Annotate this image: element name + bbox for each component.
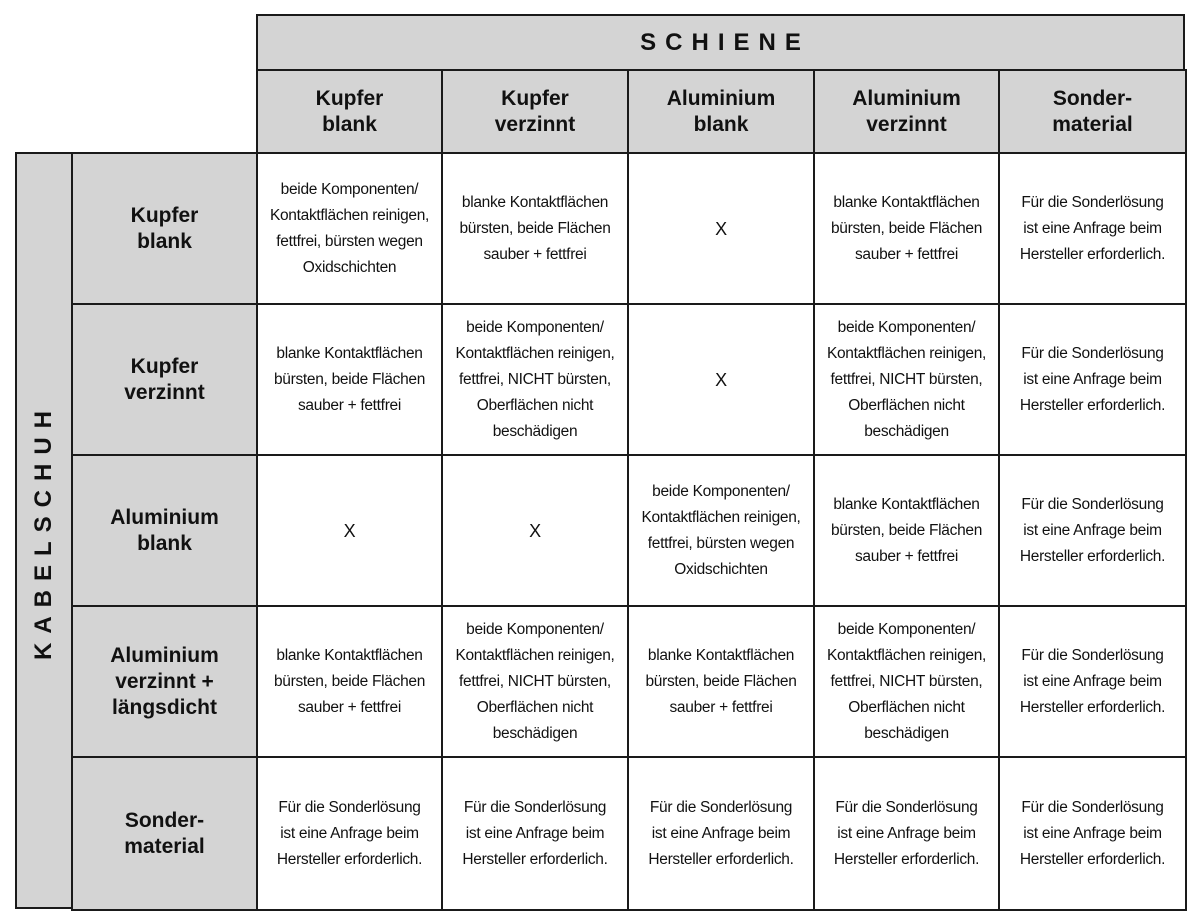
table-cell [627,756,815,911]
column-header-line: blank [322,112,377,136]
table-cell [627,454,815,607]
cell-text: Für die Sonderlösung ist eine Anfrage beim Hersteller erforderlich. [833,798,980,868]
row-header [71,152,258,305]
kabelschuh-header [15,152,73,909]
row-header-line: Aluminium [110,505,219,529]
table-cell [256,756,443,911]
column-header [998,69,1187,154]
column-header-line: Sonder- [1052,86,1133,110]
column-header-line: Kupfer [315,86,384,110]
column-header-line: verzinnt [866,112,947,136]
row-header [71,303,258,456]
table-cell [813,152,1000,305]
row-header-line: längsdicht [111,695,217,719]
cell-text: blanke Kontaktflächen bürsten, beide Flächen sauber + fettfrei [830,495,983,565]
row-header [71,605,258,758]
cell-text: blanke Kontaktflächen bürsten, beide Flächen sauber + fettfrei [273,646,426,716]
table-cell [998,454,1187,607]
row-header-line: verzinnt + [115,669,214,693]
table-cell [813,303,1000,456]
table-cell [813,756,1000,911]
row-header-line: Aluminium [110,643,219,667]
cell-text: blanke Kontaktflächen bürsten, beide Flächen sauber + fettfrei [830,193,983,263]
cell-text: X [715,369,727,390]
column-header-line: material [1052,112,1133,136]
table-cell [813,605,1000,758]
table-cell [256,303,443,456]
cell-text: beide Komponenten/ Kontaktflächen reinigen, fettfrei, bürsten wegen Oxidschichten [269,180,430,276]
cell-text: Für die Sonderlösung ist eine Anfrage beim Hersteller erforderlich. [648,798,794,868]
row-header [71,454,258,607]
cell-text: Für die Sonderlösung ist eine Anfrage beim Hersteller erforderlich. [462,798,608,868]
column-header [256,69,443,154]
table-cell [441,605,629,758]
incompatible-cell [256,454,443,607]
cell-text: X [343,520,356,541]
cell-text: beide Komponenten/ Kontaktflächen reinigen, fettfrei, NICHT bürsten, Oberflächen nicht beschädigen [455,318,615,440]
cell-text: beide Komponenten/ Kontaktflächen reinigen, fettfrei, NICHT bürsten, Oberflächen nicht beschädigen [826,318,987,440]
cell-text: beide Komponenten/ Kontaktflächen reinigen, fettfrei, NICHT bürsten, Oberflächen nicht beschädigen [455,620,615,742]
cell-text: Für die Sonderlösung ist eine Anfrage beim Hersteller erforderlich. [1019,798,1166,868]
schiene-label: SCHIENE [640,28,810,56]
row-header-line: material [124,834,205,858]
table-cell [441,756,629,911]
row-header-line: Kupfer [130,203,199,227]
cell-text: beide Komponenten/ Kontaktflächen reinigen, fettfrei, bürsten wegen Oxidschichten [641,482,801,578]
cell-text: Für die Sonderlösung ist eine Anfrage beim Hersteller erforderlich. [1019,646,1166,716]
cell-text: X [529,520,541,541]
incompatible-cell [627,303,815,456]
schiene-header [256,14,1185,71]
incompatible-cell [441,454,629,607]
cell-text: blanke Kontaktflächen bürsten, beide Flächen sauber + fettfrei [273,344,426,414]
row-header-line: Sonder- [124,808,205,832]
row-header [71,756,258,911]
cell-text: blanke Kontaktflächen bürsten, beide Flächen sauber + fettfrei [459,193,611,263]
table-cell [441,152,629,305]
row-header-line: blank [137,229,192,253]
cell-text: blanke Kontaktflächen bürsten, beide Flächen sauber + fettfrei [645,646,797,716]
table-cell [627,605,815,758]
cell-text: Für die Sonderlösung ist eine Anfrage beim Hersteller erforderlich. [276,798,423,868]
table-cell [256,605,443,758]
cell-text: Für die Sonderlösung ist eine Anfrage beim Hersteller erforderlich. [1019,495,1166,565]
kabelschuh-label: KABELSCHUH [30,401,57,660]
column-header-line: Aluminium [666,86,776,110]
column-header [441,69,629,154]
table-cell [813,454,1000,607]
table-cell [256,152,443,305]
cell-text: Für die Sonderlösung ist eine Anfrage beim Hersteller erforderlich. [1019,193,1166,263]
row-header-line: blank [137,531,192,555]
column-header-line: blank [693,112,749,136]
row-header-line: Kupfer [130,354,199,378]
row-header-line: verzinnt [124,380,205,404]
cell-text: Für die Sonderlösung ist eine Anfrage beim Hersteller erforderlich. [1019,344,1166,414]
table-cell [441,303,629,456]
cell-text: beide Komponenten/ Kontaktflächen reinigen, fettfrei, NICHT bürsten, Oberflächen nicht beschädigen [826,620,987,742]
table-cell [998,756,1187,911]
table-cell [998,303,1187,456]
column-header-line: Aluminium [852,86,961,110]
table-cell [998,605,1187,758]
column-header [627,69,815,154]
incompatible-cell [627,152,815,305]
table-cell [998,152,1187,305]
column-header-line: Kupfer [501,86,569,110]
column-header [813,69,1000,154]
column-header-line: verzinnt [494,112,576,136]
cell-text: X [715,218,727,239]
